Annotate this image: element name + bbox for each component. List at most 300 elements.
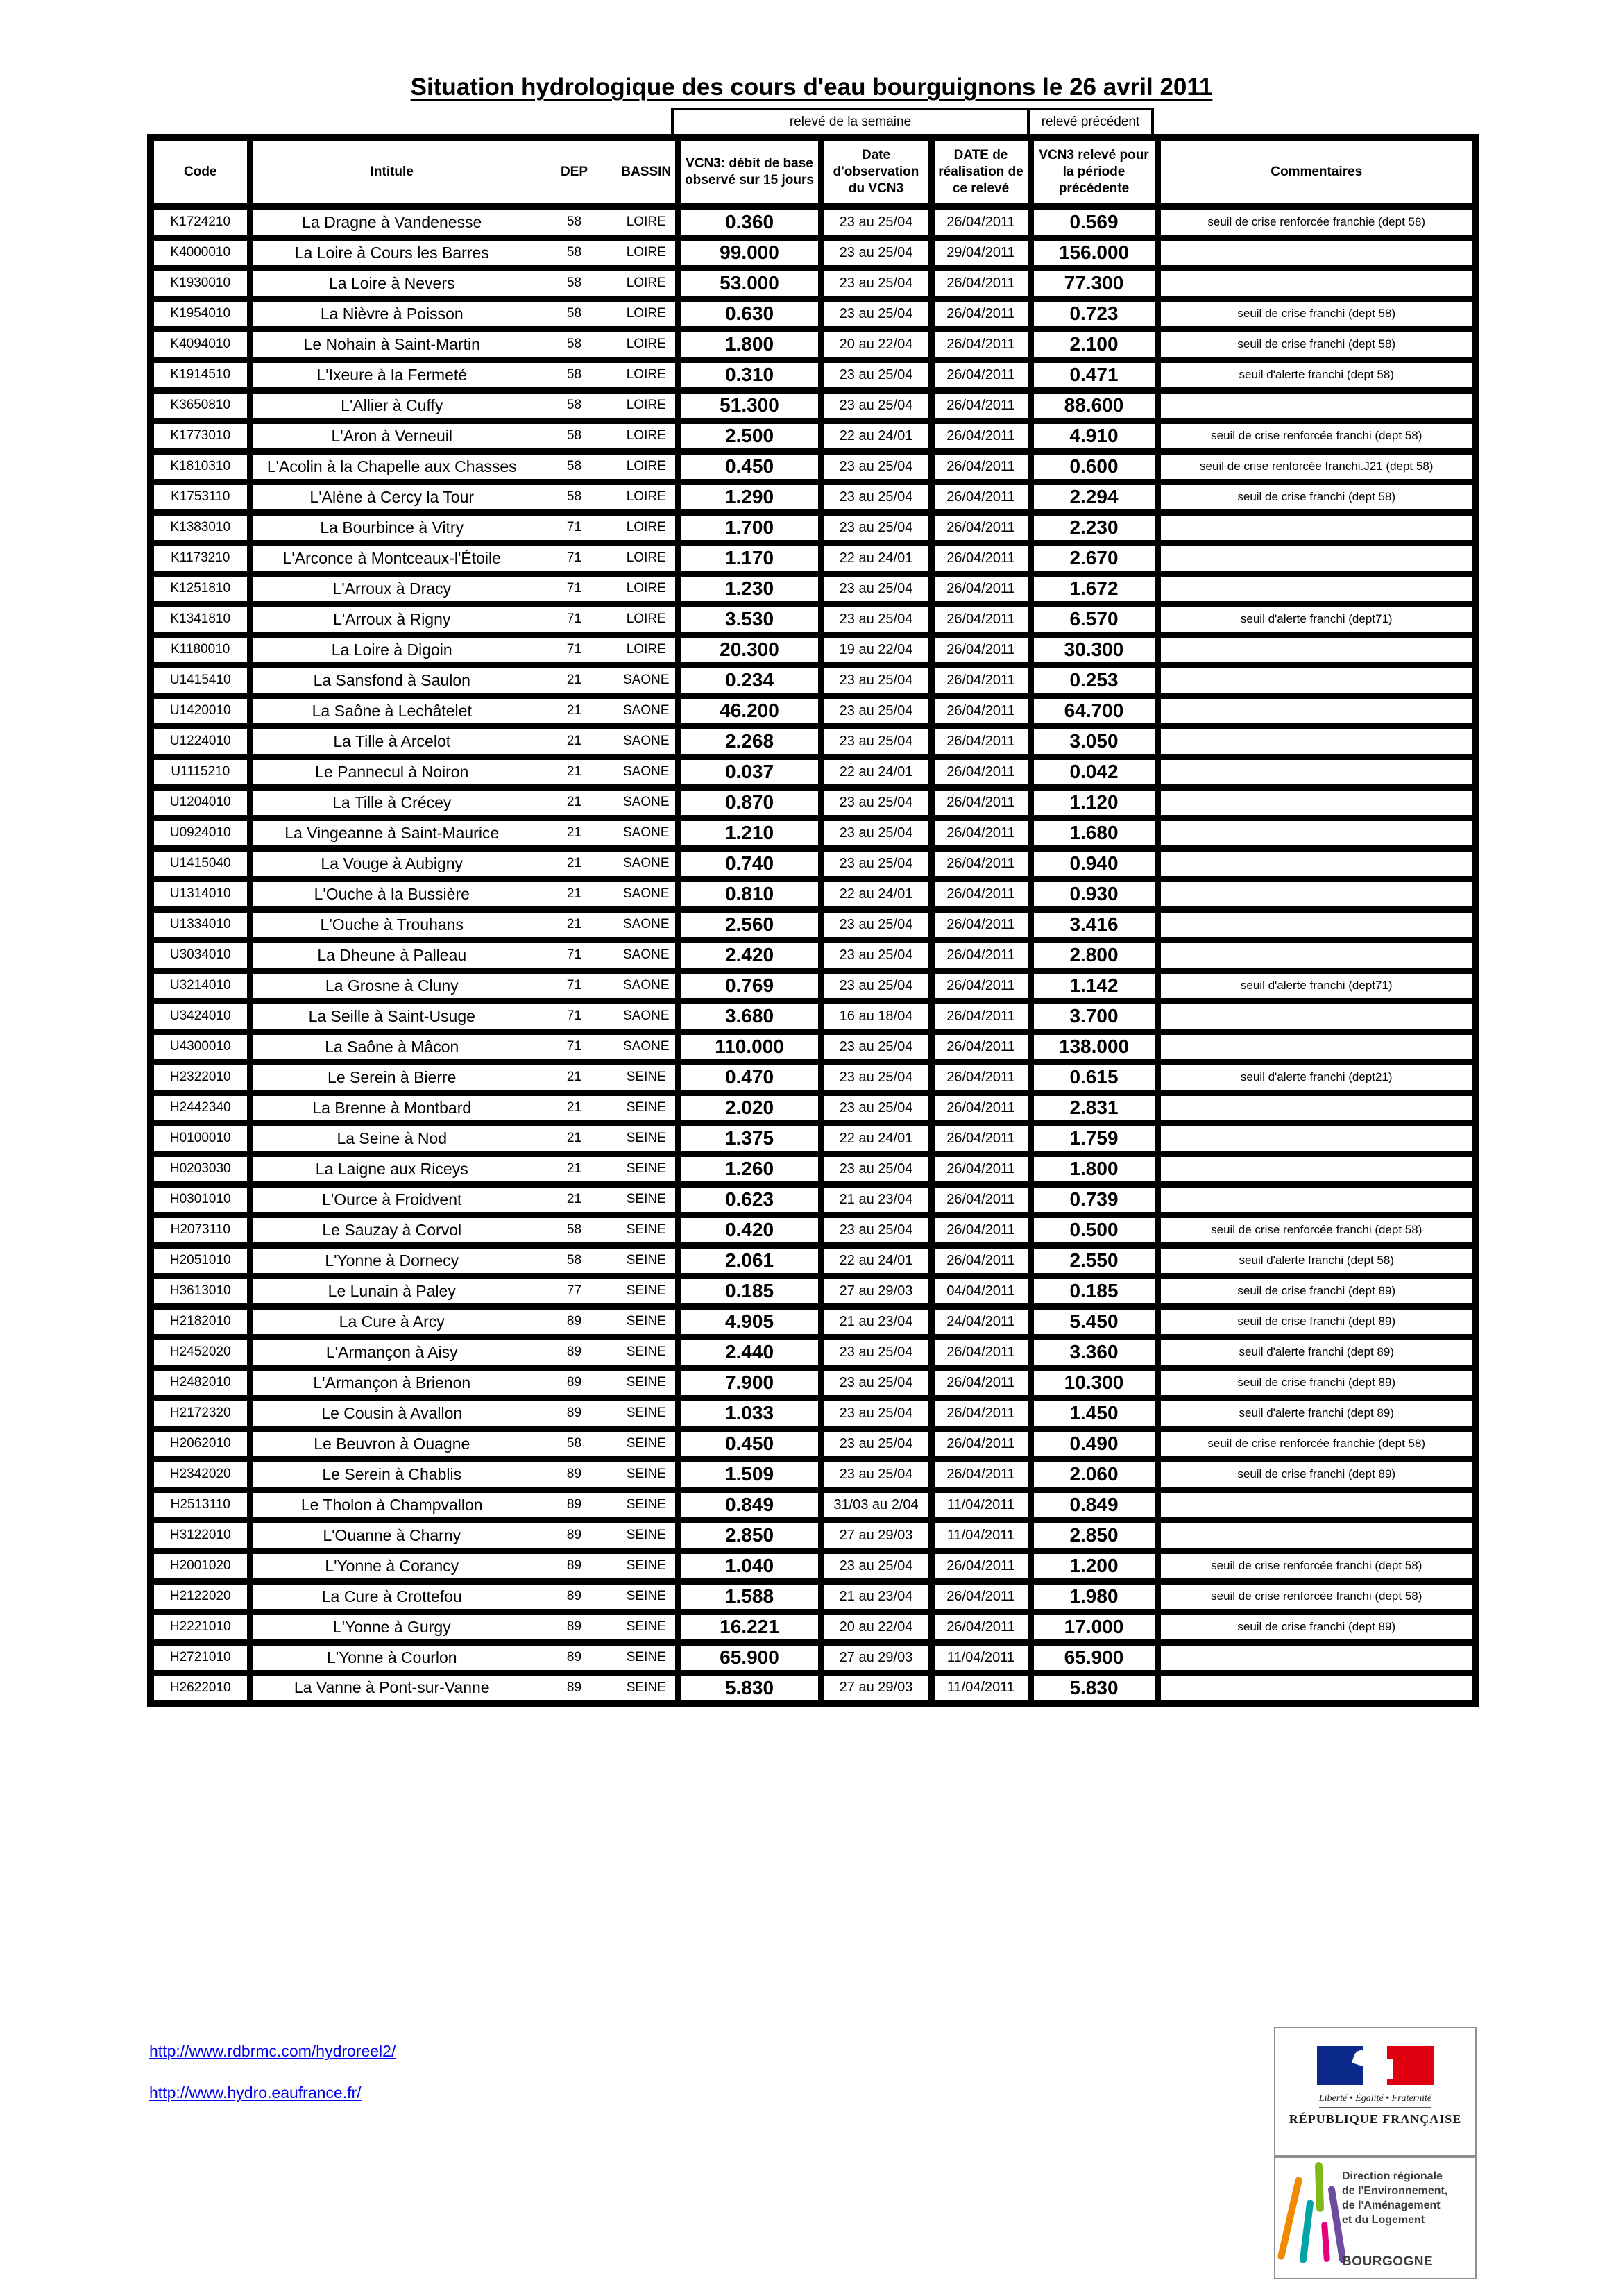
code-cell: K1954010 [151,298,250,329]
bassin-cell: SEINE [618,1245,678,1276]
table-row [151,573,1476,604]
river-name-cell: Le Sauzay à Corvol [250,1215,531,1245]
code-cell: K1251810 [151,573,250,604]
observation-date-cell: 23 au 25/04 [821,1398,931,1428]
realisation-date-cell: 11/04/2011 [931,1489,1030,1520]
vcn3-previous-cell: 2.100 [1030,329,1157,360]
river-name-cell: L'Armançon à Brienon [250,1367,531,1398]
river-name-cell: L'Yonne à Dornecy [250,1245,531,1276]
table-row [151,1551,1476,1581]
comment-cell [1157,268,1476,298]
comment-cell: seuil de crise franchi (dept 58) [1157,298,1476,329]
code-cell: K1753110 [151,482,250,512]
code-cell: K3650810 [151,390,250,421]
river-name-cell: Le Serein à Bierre [250,1062,531,1092]
table-row [151,1062,1476,1092]
observation-date-cell: 21 au 23/04 [821,1184,931,1215]
comment-cell [1157,512,1476,543]
observation-date-cell: 21 au 23/04 [821,1306,931,1337]
bassin-cell: SEINE [618,1673,678,1703]
table-row [151,909,1476,940]
observation-date-cell: 23 au 25/04 [821,237,931,268]
dep-cell: 58 [531,298,618,329]
comment-cell: seuil de crise renforcée franchi (dept 58) [1157,421,1476,451]
river-name-cell: L'Arroux à Dracy [250,573,531,604]
code-cell: H2073110 [151,1215,250,1245]
comment-cell [1157,1154,1476,1184]
bassin-cell: SAONE [618,1031,678,1062]
table-row [151,512,1476,543]
code-cell: K1724210 [151,207,250,237]
comment-cell [1157,940,1476,970]
vcn3-previous-cell: 3.700 [1030,1001,1157,1031]
dep-cell: 21 [531,726,618,757]
code-cell: U1415410 [151,665,250,695]
realisation-date-cell: 26/04/2011 [931,1154,1030,1184]
vcn3-previous-cell: 1.120 [1030,787,1157,818]
vcn3-value-cell: 1.170 [678,543,821,573]
observation-date-cell: 23 au 25/04 [821,298,931,329]
comment-cell: seuil de crise franchi (dept 89) [1157,1306,1476,1337]
observation-date-cell: 23 au 25/04 [821,390,931,421]
code-cell: H2051010 [151,1245,250,1276]
river-name-cell: Le Pannecul à Noiron [250,757,531,787]
dep-cell: 21 [531,1154,618,1184]
comment-cell [1157,1489,1476,1520]
table-body [151,207,1476,1703]
observation-date-cell: 23 au 25/04 [821,604,931,634]
realisation-date-cell: 26/04/2011 [931,665,1030,695]
code-cell: H2622010 [151,1673,250,1703]
realisation-date-cell: 26/04/2011 [931,757,1030,787]
comment-cell [1157,1031,1476,1062]
vcn3-value-cell: 1.700 [678,512,821,543]
bassin-cell: SAONE [618,970,678,1001]
dep-cell: 58 [531,482,618,512]
dep-cell: 21 [531,1123,618,1154]
vcn3-value-cell: 2.420 [678,940,821,970]
vcn3-value-cell: 0.849 [678,1489,821,1520]
dep-cell: 21 [531,787,618,818]
observation-date-cell: 27 au 29/03 [821,1642,931,1673]
observation-date-cell: 22 au 24/01 [821,1245,931,1276]
vcn3-previous-cell: 0.471 [1030,360,1157,390]
comment-cell [1157,909,1476,940]
observation-date-cell: 23 au 25/04 [821,1551,931,1581]
vcn3-previous-cell: 2.230 [1030,512,1157,543]
vcn3-previous-cell: 3.360 [1030,1337,1157,1367]
bassin-cell: LOIRE [618,237,678,268]
rf-motto: Liberté • Égalité • Fraternité [1319,2093,1431,2108]
vcn3-value-cell: 0.740 [678,848,821,879]
vcn3-value-cell: 2.560 [678,909,821,940]
comment-cell [1157,1184,1476,1215]
vcn3-previous-cell: 5.450 [1030,1306,1157,1337]
observation-date-cell: 23 au 25/04 [821,1215,931,1245]
code-cell: H2062010 [151,1428,250,1459]
vcn3-previous-cell: 0.042 [1030,757,1157,787]
eaufrance-link[interactable]: http://www.hydro.eaufrance.fr/ [149,2084,362,2102]
vcn3-previous-cell: 1.142 [1030,970,1157,1001]
dep-cell: 58 [531,1245,618,1276]
comment-cell [1157,879,1476,909]
vcn3-value-cell: 1.375 [678,1123,821,1154]
vcn3-value-cell: 99.000 [678,237,821,268]
comment-cell: seuil de crise renforcée franchi (dept 58) [1157,1215,1476,1245]
bassin-cell: SEINE [618,1551,678,1581]
bassin-cell: SEINE [618,1123,678,1154]
bassin-cell: SAONE [618,909,678,940]
vcn3-previous-cell: 65.900 [1030,1642,1157,1673]
code-cell: K1180010 [151,634,250,665]
observation-date-cell: 23 au 25/04 [821,695,931,726]
observation-date-cell: 23 au 25/04 [821,1367,931,1398]
realisation-date-cell: 26/04/2011 [931,329,1030,360]
observation-date-cell: 23 au 25/04 [821,268,931,298]
vcn3-previous-cell: 2.850 [1030,1520,1157,1551]
river-name-cell: La Grosne à Cluny [250,970,531,1001]
vcn3-value-cell: 7.900 [678,1367,821,1398]
dep-cell: 89 [531,1673,618,1703]
observation-date-cell: 23 au 25/04 [821,818,931,848]
vcn3-previous-cell: 2.831 [1030,1092,1157,1123]
river-name-cell: La Cure à Crottefou [250,1581,531,1612]
vcn3-previous-cell: 10.300 [1030,1367,1157,1398]
comment-cell [1157,695,1476,726]
observation-date-cell: 16 au 18/04 [821,1001,931,1031]
dep-cell: 71 [531,543,618,573]
vcn3-value-cell: 1.230 [678,573,821,604]
bassin-cell: SEINE [618,1489,678,1520]
realisation-date-cell: 26/04/2011 [931,1428,1030,1459]
table-row [151,1520,1476,1551]
observation-date-cell: 27 au 29/03 [821,1276,931,1306]
river-name-cell: L'Arconce à Montceaux-l'Étoile [250,543,531,573]
code-cell: U3034010 [151,940,250,970]
dreal-strokes-icon [1275,2158,1339,2278]
river-name-cell: Le Nohain à Saint-Martin [250,329,531,360]
observation-date-cell: 31/03 au 2/04 [821,1489,931,1520]
realisation-date-cell: 26/04/2011 [931,1581,1030,1612]
code-cell: K1810310 [151,451,250,482]
col-header-vcn3-precedent: VCN3 relevé pour la période précédente [1030,137,1157,207]
bassin-cell: SEINE [618,1276,678,1306]
dep-cell: 71 [531,634,618,665]
observation-date-cell: 23 au 25/04 [821,451,931,482]
table-row [151,1642,1476,1673]
realisation-date-cell: 11/04/2011 [931,1642,1030,1673]
bassin-cell: SEINE [618,1154,678,1184]
comment-cell [1157,1673,1476,1703]
table-row [151,1673,1476,1703]
comment-cell [1157,390,1476,421]
dep-cell: 21 [531,879,618,909]
realisation-date-cell: 26/04/2011 [931,268,1030,298]
river-name-cell: La Tille à Arcelot [250,726,531,757]
dep-cell: 71 [531,512,618,543]
dep-cell: 71 [531,1031,618,1062]
vcn3-value-cell: 0.470 [678,1062,821,1092]
observation-date-cell: 23 au 25/04 [821,360,931,390]
group-header-previous: relevé précédent [1027,108,1154,134]
vcn3-previous-cell: 1.450 [1030,1398,1157,1428]
realisation-date-cell: 26/04/2011 [931,818,1030,848]
river-name-cell: L'Arroux à Rigny [250,604,531,634]
dep-cell: 21 [531,757,618,787]
vcn3-value-cell: 0.185 [678,1276,821,1306]
realisation-date-cell: 26/04/2011 [931,940,1030,970]
vcn3-previous-cell: 0.723 [1030,298,1157,329]
bassin-cell: LOIRE [618,298,678,329]
observation-date-cell: 23 au 25/04 [821,1459,931,1489]
code-cell: U1115210 [151,757,250,787]
table-row [151,726,1476,757]
code-cell: K1341810 [151,604,250,634]
observation-date-cell: 22 au 24/01 [821,543,931,573]
river-name-cell: La Loire à Digoin [250,634,531,665]
comment-cell [1157,665,1476,695]
river-name-cell: La Sansfond à Saulon [250,665,531,695]
vcn3-value-cell: 2.268 [678,726,821,757]
bassin-cell: SAONE [618,787,678,818]
river-name-cell: Le Lunain à Paley [250,1276,531,1306]
comment-cell: seuil de crise renforcée franchie (dept 58) [1157,1428,1476,1459]
comment-cell: seuil de crise franchi (dept 58) [1157,329,1476,360]
table-row [151,665,1476,695]
observation-date-cell: 20 au 22/04 [821,329,931,360]
table-row [151,482,1476,512]
realisation-date-cell: 26/04/2011 [931,909,1030,940]
vcn3-value-cell: 0.310 [678,360,821,390]
dep-cell: 58 [531,390,618,421]
vcn3-value-cell: 16.221 [678,1612,821,1642]
col-header-vcn3: VCN3: débit de base observé sur 15 jours [678,137,821,207]
vcn3-value-cell: 0.420 [678,1215,821,1245]
river-name-cell: La Cure à Arcy [250,1306,531,1337]
vcn3-value-cell: 4.905 [678,1306,821,1337]
hydroreel-link[interactable]: http://www.rdbrmc.com/hydroreel2/ [149,2042,396,2060]
vcn3-previous-cell: 2.294 [1030,482,1157,512]
observation-date-cell: 22 au 24/01 [821,879,931,909]
realisation-date-cell: 26/04/2011 [931,970,1030,1001]
dep-cell: 77 [531,1276,618,1306]
realisation-date-cell: 04/04/2011 [931,1276,1030,1306]
observation-date-cell: 23 au 25/04 [821,573,931,604]
marianne-flag-icon [1317,2046,1434,2085]
vcn3-value-cell: 1.210 [678,818,821,848]
vcn3-value-cell: 3.680 [678,1001,821,1031]
vcn3-value-cell: 65.900 [678,1642,821,1673]
comment-cell [1157,1642,1476,1673]
code-cell: K1930010 [151,268,250,298]
code-cell: H3613010 [151,1276,250,1306]
code-cell: H2221010 [151,1612,250,1642]
comment-cell [1157,848,1476,879]
vcn3-previous-cell: 2.060 [1030,1459,1157,1489]
col-header-code: Code [151,137,250,207]
bassin-cell: SEINE [618,1642,678,1673]
river-name-cell: La Loire à Cours les Barres [250,237,531,268]
dep-cell: 71 [531,940,618,970]
dep-cell: 58 [531,329,618,360]
bassin-cell: SEINE [618,1062,678,1092]
bassin-cell: LOIRE [618,573,678,604]
comment-cell [1157,1123,1476,1154]
observation-date-cell: 21 au 23/04 [821,1581,931,1612]
table-row [151,848,1476,879]
observation-date-cell: 22 au 24/01 [821,757,931,787]
river-name-cell: La Seille à Saint-Usuge [250,1001,531,1031]
vcn3-previous-cell: 138.000 [1030,1031,1157,1062]
dep-cell: 21 [531,665,618,695]
realisation-date-cell: 26/04/2011 [931,360,1030,390]
realisation-date-cell: 26/04/2011 [931,390,1030,421]
code-cell: K4000010 [151,237,250,268]
code-cell: H2482010 [151,1367,250,1398]
comment-cell [1157,634,1476,665]
table-row [151,695,1476,726]
dep-cell: 58 [531,237,618,268]
realisation-date-cell: 26/04/2011 [931,1001,1030,1031]
code-cell: U1334010 [151,909,250,940]
dep-cell: 58 [531,451,618,482]
code-cell: H0301010 [151,1184,250,1215]
table-row [151,298,1476,329]
realisation-date-cell: 26/04/2011 [931,604,1030,634]
group-header-week: relevé de la semaine [671,108,1027,134]
dep-cell: 21 [531,909,618,940]
bassin-cell: LOIRE [618,329,678,360]
dep-cell: 21 [531,848,618,879]
code-cell: U1420010 [151,695,250,726]
realisation-date-cell: 26/04/2011 [931,1062,1030,1092]
bassin-cell: LOIRE [618,543,678,573]
comment-cell [1157,757,1476,787]
comment-cell [1157,237,1476,268]
dep-cell: 89 [531,1612,618,1642]
bassin-cell: LOIRE [618,421,678,451]
vcn3-previous-cell: 2.800 [1030,940,1157,970]
table-row [151,329,1476,360]
bassin-cell: SEINE [618,1612,678,1642]
comment-cell [1157,787,1476,818]
table-row [151,787,1476,818]
code-cell: U1314010 [151,879,250,909]
vcn3-value-cell: 1.033 [678,1398,821,1428]
bassin-cell: SEINE [618,1520,678,1551]
observation-date-cell: 23 au 25/04 [821,787,931,818]
table-row [151,1245,1476,1276]
vcn3-value-cell: 2.020 [678,1092,821,1123]
realisation-date-cell: 26/04/2011 [931,1092,1030,1123]
river-name-cell: L'Yonne à Courlon [250,1642,531,1673]
realisation-date-cell: 26/04/2011 [931,1612,1030,1642]
vcn3-value-cell: 0.623 [678,1184,821,1215]
river-name-cell: La Seine à Nod [250,1123,531,1154]
river-name-cell: L'Ouche à la Bussière [250,879,531,909]
bassin-cell: SEINE [618,1398,678,1428]
observation-date-cell: 23 au 25/04 [821,1428,931,1459]
vcn3-previous-cell: 77.300 [1030,268,1157,298]
vcn3-previous-cell: 30.300 [1030,634,1157,665]
comment-cell [1157,1520,1476,1551]
dep-cell: 58 [531,421,618,451]
vcn3-previous-cell: 88.600 [1030,390,1157,421]
river-name-cell: Le Serein à Chablis [250,1459,531,1489]
table-row [151,1367,1476,1398]
river-name-cell: L'Armançon à Aisy [250,1337,531,1367]
river-name-cell: Le Tholon à Champvallon [250,1489,531,1520]
bassin-cell: LOIRE [618,390,678,421]
observation-date-cell: 19 au 22/04 [821,634,931,665]
river-name-cell: L'Allier à Cuffy [250,390,531,421]
table-row [151,818,1476,848]
vcn3-previous-cell: 3.416 [1030,909,1157,940]
vcn3-value-cell: 0.037 [678,757,821,787]
vcn3-previous-cell: 0.600 [1030,451,1157,482]
dep-cell: 89 [531,1306,618,1337]
vcn3-value-cell: 53.000 [678,268,821,298]
table-row [151,940,1476,970]
table-row [151,879,1476,909]
comment-cell: seuil d'alerte franchi (dept 89) [1157,1398,1476,1428]
observation-date-cell: 23 au 25/04 [821,207,931,237]
code-cell: H2513110 [151,1489,250,1520]
realisation-date-cell: 26/04/2011 [931,573,1030,604]
table-row [151,390,1476,421]
realisation-date-cell: 26/04/2011 [931,1398,1030,1428]
dep-cell: 21 [531,1062,618,1092]
vcn3-value-cell: 1.509 [678,1459,821,1489]
bassin-cell: SEINE [618,1215,678,1245]
table-row [151,1489,1476,1520]
comment-cell: seuil d'alerte franchi (dept71) [1157,970,1476,1001]
code-cell: H0100010 [151,1123,250,1154]
river-name-cell: L'Acolin à la Chapelle aux Chasses [250,451,531,482]
vcn3-previous-cell: 5.830 [1030,1673,1157,1703]
comment-cell: seuil de crise franchi (dept 89) [1157,1459,1476,1489]
dreal-logo [1274,2156,1477,2279]
code-cell: H2001020 [151,1551,250,1581]
dep-cell: 71 [531,970,618,1001]
vcn3-value-cell: 2.061 [678,1245,821,1276]
observation-date-cell: 23 au 25/04 [821,848,931,879]
col-header-bassin: BASSIN [618,137,678,207]
code-cell: U0924010 [151,818,250,848]
vcn3-previous-cell: 0.615 [1030,1062,1157,1092]
vcn3-value-cell: 2.500 [678,421,821,451]
comment-cell: seuil de crise renforcée franchi (dept 58) [1157,1581,1476,1612]
vcn3-value-cell: 1.588 [678,1581,821,1612]
vcn3-value-cell: 1.040 [678,1551,821,1581]
comment-cell: seuil d'alerte franchi (dept71) [1157,604,1476,634]
river-name-cell: La Laigne aux Riceys [250,1154,531,1184]
realisation-date-cell: 26/04/2011 [931,1031,1030,1062]
river-name-cell: La Saône à Mâcon [250,1031,531,1062]
river-name-cell: Le Cousin à Avallon [250,1398,531,1428]
dep-cell: 89 [531,1551,618,1581]
vcn3-previous-cell: 0.569 [1030,207,1157,237]
table-row [151,451,1476,482]
comment-cell: seuil de crise renforcée franchi (dept 58) [1157,1551,1476,1581]
bassin-cell: SEINE [618,1367,678,1398]
vcn3-value-cell: 46.200 [678,695,821,726]
realisation-date-cell: 26/04/2011 [931,1459,1030,1489]
dep-cell: 21 [531,1092,618,1123]
table-row [151,1581,1476,1612]
observation-date-cell: 23 au 25/04 [821,1031,931,1062]
col-header-dep: DEP [531,137,618,207]
